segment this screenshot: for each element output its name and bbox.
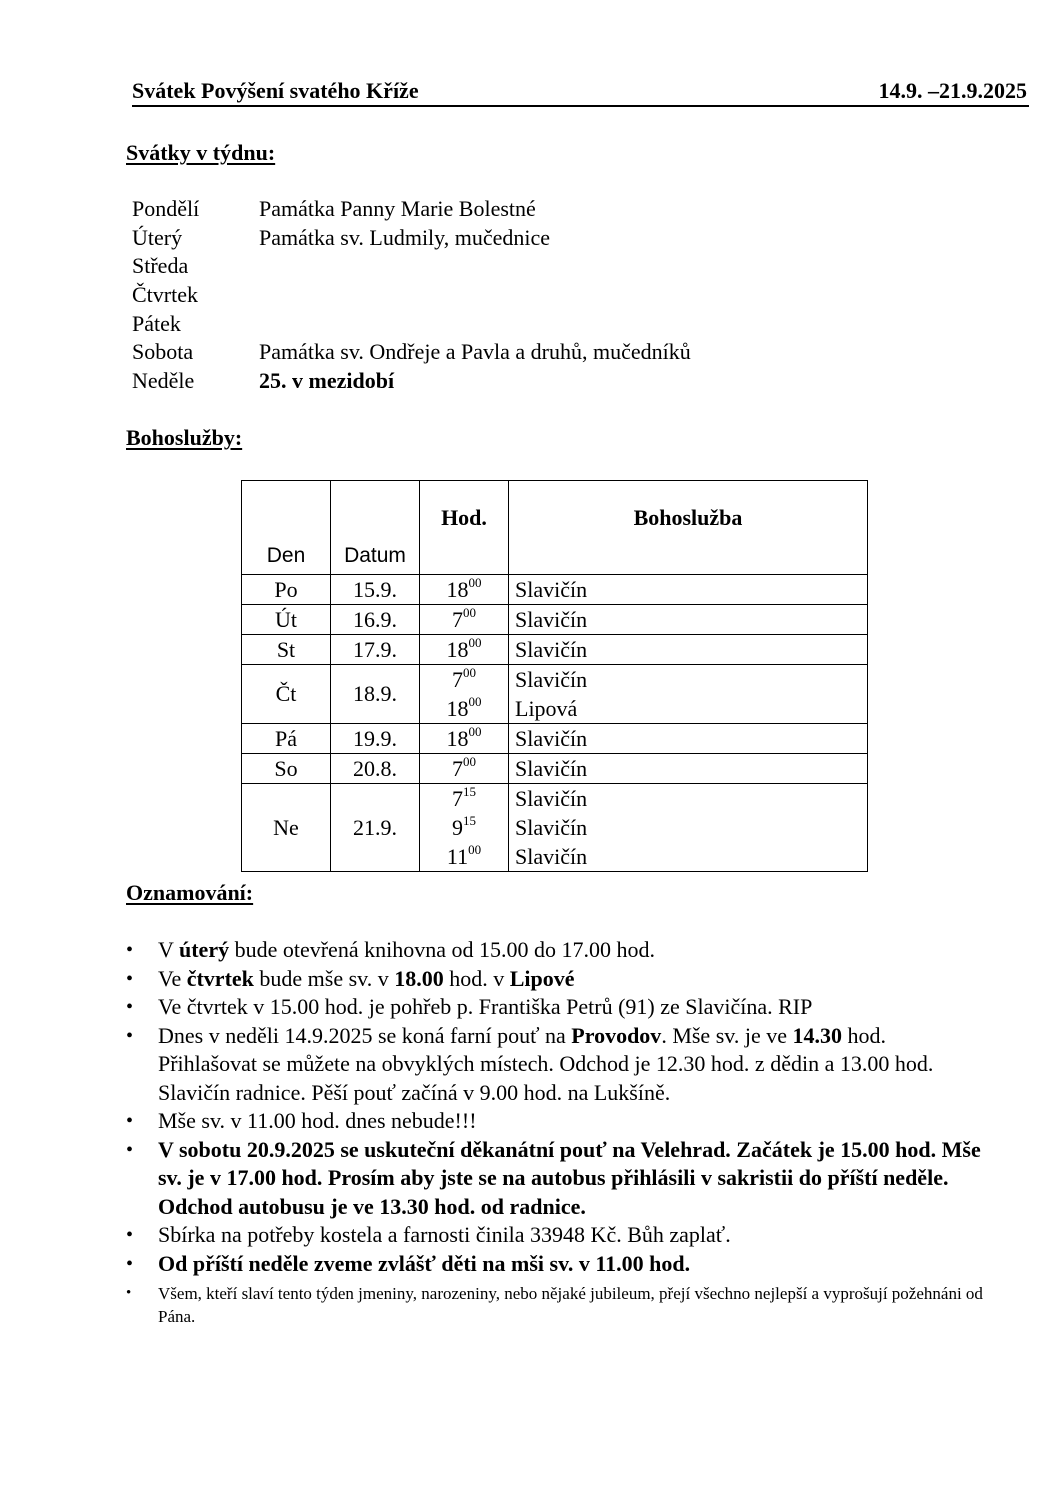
service-time [420,694,508,723]
service-places [509,724,868,754]
announcement-item [126,993,986,1022]
table-row [242,605,868,635]
announcement-text: Ve [158,965,187,991]
announcement-text: 14.30 [792,1022,842,1048]
service-day: Út [242,605,331,635]
announcement-text: úterý [179,937,230,962]
announcement-text: V sobotu 20.9.2025 se uskuteční děkanátní pouť na Velehrad. Začátek je 15.00 hod. Mše sv. je v 17.00 hod. Prosím aby jste se na autobus přihlásili v sakristii do příští neděle. Odchod autobusu je ve 13.30 hod. od radnice. [158,1136,981,1219]
service-hours [420,665,509,724]
announcement-text: hod. Přihlašovat se můžete na obvyklých místech. Odchod je 12.30 hod. z dědin a 13.00 hod. Slavičín radnice. Pěší pouť začíná v 9.00 hod. na Lukšíně. [158,1022,934,1105]
time-hour: 18 [446,726,469,751]
time-hour: 18 [446,637,469,662]
time-hour: 7 [452,786,463,811]
service-time [420,784,508,813]
service-places [509,665,868,724]
announcement-text: Od příští neděle zveme zvlášť děti na mši sv. v 11.00 hod. [158,1250,691,1276]
day-name: Středa [132,253,189,279]
time-hour: 7 [452,607,463,632]
feasts-heading: Svátky v týdnu: [126,140,276,165]
day-feast: Památka Panny Marie Bolestné [259,196,536,221]
time-minutes: 00 [463,604,476,620]
announcement-text: Dnes v neděli 14.9.2025 se koná farní pouť na [158,1022,572,1048]
time-minutes: 15 [463,812,476,828]
services-header-row [242,481,868,575]
day-name: Neděle [132,368,195,394]
service-date: 15.9. [331,575,420,605]
day-row [132,252,832,281]
table-row [242,635,868,665]
service-time [420,605,508,634]
service-place: Slavičín [515,815,588,840]
announcement-text: Všem, kteří slaví tento týden jmeniny, narozeniny, nebo nějaké jubileum, přejí všechno nejlepší a vyprošují požehnáni od Pána. [158,1284,983,1326]
service-place: Slavičín [515,607,588,632]
time-minutes: 00 [468,574,482,590]
time-hour: 18 [446,577,469,602]
day-name: Pondělí [132,196,200,221]
service-places [509,784,868,872]
announcement-text: V [158,937,179,962]
service-day: Po [242,575,331,605]
service-date: 18.9. [331,665,420,724]
service-places [509,575,868,605]
time-minutes: 00 [463,664,476,680]
table-row [242,784,868,872]
announcement-text: hod. v [443,965,510,991]
service-place: Lipová [515,696,578,721]
day-name: Pátek [132,310,181,336]
service-place: Slavičín [515,667,588,692]
service-place: Slavičín [515,577,588,602]
day-row [132,310,832,339]
announcement-item [126,1221,986,1250]
day-row [132,338,832,367]
table-row [242,575,868,605]
time-minutes: 15 [463,783,476,799]
announcement-text: Sbírka na potřeby kostela a farnosti činila 33948 Kč. Bůh zaplať. [158,1222,731,1247]
announcement-item [126,1022,986,1108]
service-date: 20.8. [331,754,420,784]
service-place: Slavičín [515,786,588,811]
announcement-text: Mše sv. v 11.00 hod. dnes nebude!!! [158,1108,477,1133]
announcement-text: Provodov [571,1022,662,1048]
service-time [420,754,508,783]
announcement-item [126,1136,986,1222]
header-rule [132,105,1029,107]
announcements-list [126,936,986,1328]
time-minutes: 00 [468,634,482,650]
day-name: Sobota [132,339,194,365]
time-hour: 9 [452,815,463,840]
announcement-item [126,1107,986,1136]
time-hour: 18 [446,696,469,721]
service-hours [420,635,509,665]
service-places [509,605,868,635]
day-row [132,224,832,253]
time-hour: 7 [452,667,463,692]
service-hours [420,575,509,605]
services-table [241,480,868,872]
time-minutes: 00 [468,723,482,739]
service-day: Ne [242,784,331,872]
day-feast: Památka sv. Ludmily, mučednice [259,224,551,250]
service-day: St [242,635,331,665]
service-date: 21.9. [331,784,420,872]
time-minutes: 00 [468,693,482,709]
date-range: 14.9. –21.9.2025 [878,78,1027,103]
announcement-item [126,936,986,965]
announcement-text: 18.00 [394,965,444,991]
service-place: Slavičín [515,637,588,662]
service-day: Pá [242,724,331,754]
service-day: Čt [242,665,331,724]
service-hours [420,754,509,784]
time-hour: 11 [446,844,469,869]
day-row [132,281,832,310]
day-name: Čtvrtek [132,282,198,308]
table-row [242,665,868,724]
service-date: 17.9. [331,635,420,665]
announcement-item [126,1282,986,1328]
service-place: Slavičín [515,726,588,751]
service-day: So [242,754,331,784]
service-time [420,813,508,842]
announcement-text: bude mše sv. v [253,965,395,991]
announcement-item [126,965,986,994]
announcement-text: bude otevřená knihovna od 15.00 do 17.00 hod. [229,937,655,962]
service-places [509,635,868,665]
service-time [420,575,508,604]
announcement-item [126,1250,986,1279]
table-row [242,754,868,784]
day-name: Úterý [132,224,183,250]
service-date: 19.9. [331,724,420,754]
service-hours [420,605,509,635]
table-row [242,724,868,754]
day-feast: 25. v mezidobí [259,368,395,394]
announcement-text: Lipové [509,965,575,991]
column-header-day: Den [242,481,331,575]
service-hours [420,724,509,754]
service-time [420,665,508,694]
time-minutes: 00 [468,841,482,857]
service-place: Slavičín [515,844,588,869]
page-header [132,78,1029,108]
announcement-text: . Mše sv. je ve [661,1022,793,1048]
service-time [420,842,508,871]
announcements-heading: Oznamování: [126,880,254,905]
day-row [132,367,832,396]
services-heading: Bohoslužby: [126,425,243,450]
announcement-text: Ve čtvrtek v 15.00 hod. je pohřeb p. Františka Petrů (91) ze Slavičína. RIP [158,994,813,1019]
service-date: 16.9. [331,605,420,635]
time-hour: 7 [452,756,463,781]
column-header-date: Datum [331,481,420,575]
announcement-text: čtvrtek [186,965,254,991]
page-title: Svátek Povýšení svatého Kříže [132,78,419,103]
feasts-list [132,195,832,396]
service-place: Slavičín [515,756,588,781]
service-time [420,724,508,753]
day-feast: Památka sv. Ondřeje a Pavla a druhů, mučedníků [259,339,691,365]
column-header-service: Bohoslužba [509,481,868,575]
time-minutes: 00 [463,753,476,769]
service-hours [420,784,509,872]
service-places [509,754,868,784]
service-time [420,635,508,664]
day-row [132,195,832,224]
column-header-hour: Hod. [420,481,509,575]
